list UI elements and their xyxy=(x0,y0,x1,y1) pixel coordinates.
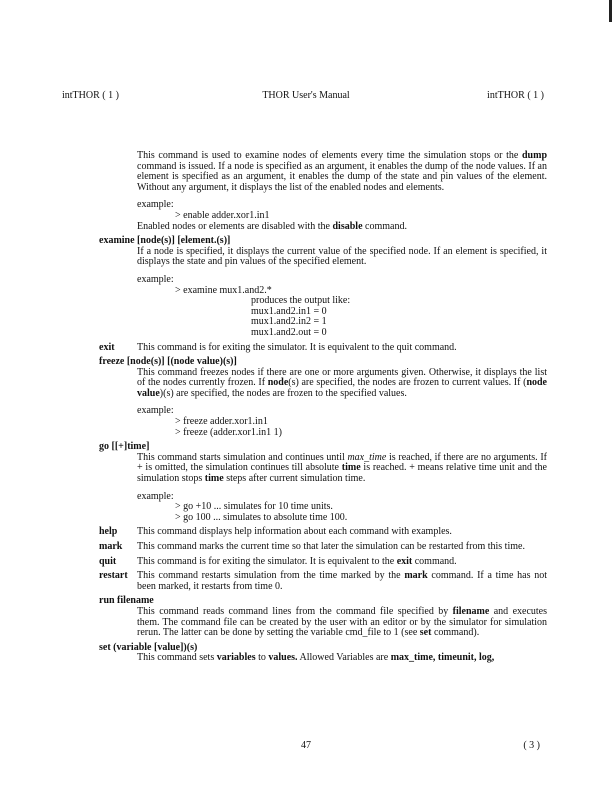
text-run: This command is for exiting the simulator. It is equivalent to the xyxy=(137,555,397,567)
example-line xyxy=(99,513,547,524)
text-run: This command displays help information about each command with examples. xyxy=(137,526,452,538)
example-line xyxy=(99,328,547,339)
text-run: command. xyxy=(362,220,407,232)
manual-body xyxy=(99,151,547,664)
command-entry xyxy=(99,542,547,553)
example-line xyxy=(99,200,547,211)
text-run: example: xyxy=(137,490,174,502)
bold-text: node value xyxy=(137,377,547,399)
header-right: intTHOR ( 1 ) xyxy=(487,90,544,101)
command-description xyxy=(137,527,547,538)
command-name: restart xyxy=(99,570,128,582)
example-line xyxy=(99,417,547,428)
text-run: > enable adder.xor1.in1 xyxy=(175,209,270,221)
bold-text: dump xyxy=(521,150,547,161)
bold-text: time xyxy=(204,473,224,485)
text-run: example: xyxy=(137,273,174,285)
text-run: If a node is specified, it displays the current value of the specified node. If an element is specified, it displays the state and pin values of the specified element. xyxy=(137,245,547,268)
example-line xyxy=(99,275,547,286)
bold-text: [node(s)] [element.(s)] xyxy=(134,235,231,247)
bold-text: max_time, timeunit, log, xyxy=(390,652,495,664)
header-title: THOR User's Manual xyxy=(262,90,350,101)
description-paragraph xyxy=(99,653,547,664)
text-run: This command starts simulation and continues until xyxy=(137,451,348,463)
command-entry xyxy=(99,527,547,538)
text-run: command. If a time has not been marked, it restarts from time 0. xyxy=(137,570,547,592)
text-run: mux1.and2.in1 = 0 xyxy=(251,305,327,317)
bold-text: disable xyxy=(332,220,363,232)
command-name: help xyxy=(99,526,118,538)
bold-text: filename xyxy=(452,605,490,617)
text-run: This command marks the current time so that later the simulation can be restarted from this time. xyxy=(137,541,525,552)
command-description xyxy=(137,571,547,592)
text-run: > go 100 ... simulates to absolute time 100. xyxy=(175,511,348,523)
command-name: mark xyxy=(99,541,123,552)
command-entry xyxy=(99,557,547,568)
text-run: example: xyxy=(137,199,174,211)
text-run: This command freezes nodes if there are one or more arguments given. Otherwise, it displays the list of the nodes currently frozen. If xyxy=(137,366,547,389)
text-run: Enabled nodes or elements are disabled with the xyxy=(137,220,333,232)
text-run: This command restarts simulation from the time marked by the xyxy=(137,570,405,582)
bold-text: mark xyxy=(404,570,428,582)
text-run: )(s) are specified, the nodes are frozen to the specified values. xyxy=(159,387,407,399)
command-description xyxy=(137,542,547,553)
text-run: This command reads command lines from the command file specified by xyxy=(137,605,453,617)
example-line xyxy=(99,406,547,417)
description-paragraph xyxy=(99,368,547,400)
description-paragraph xyxy=(99,607,547,639)
bold-text: )(s)] xyxy=(219,356,237,368)
bold-text: examine xyxy=(99,235,135,247)
page-number: 47 xyxy=(301,740,311,751)
text-run: to xyxy=(255,652,269,664)
header-left: intTHOR ( 1 ) xyxy=(62,90,119,101)
text-run: produces the output like: xyxy=(251,295,351,307)
text-run: This command sets xyxy=(137,652,217,664)
text-run: and executes them. The command file can be created by the user with an editor or by the simulator for simulation rerun. The latter can be done by setting the variable cmd_file to 1 (see xyxy=(137,605,547,639)
example-line xyxy=(99,428,547,439)
bold-text: exit xyxy=(396,555,413,567)
text-run: > examine mux1.and2.* xyxy=(175,284,272,296)
command-description xyxy=(137,557,547,568)
text-run: > freeze adder.xor1.in1 xyxy=(175,416,268,428)
command-entry xyxy=(99,343,547,354)
command-entry xyxy=(99,571,547,592)
command-name: exit xyxy=(99,341,115,353)
bold-text: time xyxy=(341,462,361,474)
text-run: Allowed Variables are xyxy=(297,652,391,664)
bold-text: set (variable [value])(s) xyxy=(99,641,198,653)
bold-text: node xyxy=(267,377,289,389)
description-paragraph xyxy=(99,151,547,193)
text-run: (s) are specified, the nodes are frozen to current values. If ( xyxy=(288,377,527,389)
bold-text: run filename xyxy=(99,595,154,607)
text-run: command is issued. If a node is specified as an argument, it enables the dump of the node values. If an element is specified as an argument, it enables the dump of the state and pin values of the element. Without any argument, it displays the list of the enabled nodes and elements. xyxy=(137,160,547,193)
bold-text: variables xyxy=(216,652,256,664)
section-number: ( 3 ) xyxy=(523,740,540,751)
text-run: command. xyxy=(412,555,457,567)
text-run: mux1.and2.out = 0 xyxy=(251,326,327,338)
text-run: command). xyxy=(431,627,480,639)
text-run: > go +10 ... simulates for 10 time units. xyxy=(175,501,333,513)
bold-text: set xyxy=(419,627,432,639)
italic-text: max_time xyxy=(347,451,387,463)
bold-text: go [[+]time] xyxy=(99,441,150,453)
text-run: > freeze (adder.xor1.in1 1) xyxy=(175,426,282,438)
text-run: This command is for exiting the simulator. It is equivalent to the quit command. xyxy=(137,341,457,353)
example-line xyxy=(99,222,547,233)
description-paragraph xyxy=(99,453,547,485)
text-run: is reached. + means relative time unit and the simulation stops xyxy=(137,462,547,485)
description-paragraph xyxy=(99,247,547,268)
text-run: steps after current simulation time. xyxy=(223,473,366,485)
bold-text: node value xyxy=(173,356,220,368)
command-description xyxy=(137,343,547,354)
text-run: mux1.and2.in2 = 1 xyxy=(251,316,327,328)
bold-text: [node(s)] [( xyxy=(124,356,174,368)
text-run: is reached, if there are no arguments. If + is omitted, the simulation continues till absolute xyxy=(137,451,547,474)
bold-text: values. xyxy=(268,652,298,664)
text-run: This command is used to examine nodes of elements every time the simulation stops or the xyxy=(137,150,522,161)
command-name: quit xyxy=(99,555,117,567)
text-run: example: xyxy=(137,405,174,417)
bold-text: freeze xyxy=(99,356,125,368)
